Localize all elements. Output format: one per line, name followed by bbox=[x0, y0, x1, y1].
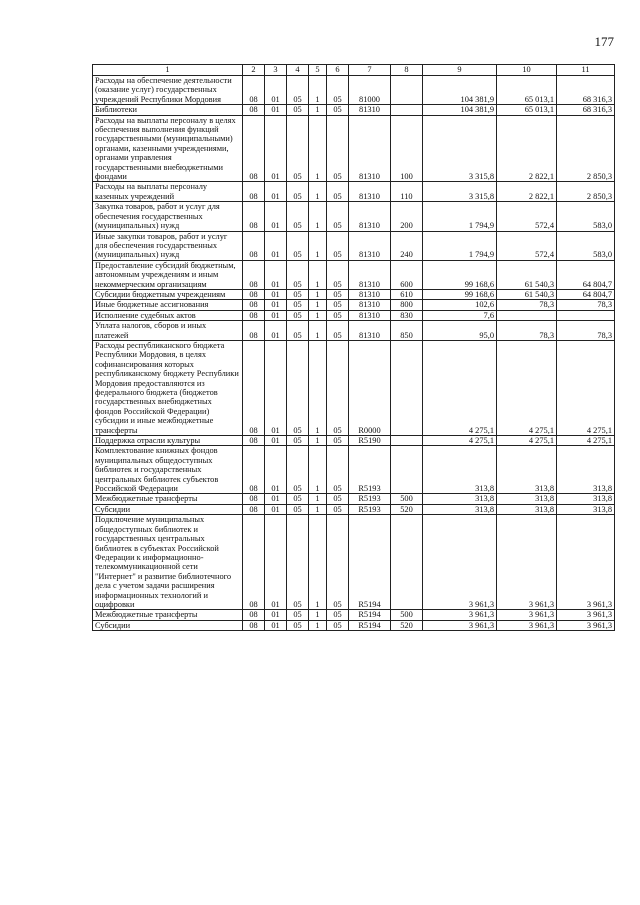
code-cell: 05 bbox=[287, 310, 309, 320]
table-row bbox=[93, 289, 615, 299]
code-cell: 08 bbox=[243, 231, 265, 260]
amount-cell: 313,8 bbox=[497, 494, 557, 504]
amount-cell: 4 275,1 bbox=[557, 340, 615, 435]
row-label: Расходы республиканского бюджета Республики Мордовия, в целях софинансирования которых республиканскому бюджету Республики Мордовия предоставляются из федерального бюджета (бюджетов государственных внебюджетных фондов Российской Федерации) субсидии и иные межбюджетные трансферты bbox=[93, 340, 243, 435]
code-cell: R0000 bbox=[349, 340, 391, 435]
code-cell: 1 bbox=[309, 504, 327, 514]
code-cell: 05 bbox=[327, 289, 349, 299]
amount-cell: 2 822,1 bbox=[497, 182, 557, 202]
amount-cell: 2 850,3 bbox=[557, 182, 615, 202]
code-cell: R5194 bbox=[349, 620, 391, 630]
code-cell: 05 bbox=[287, 300, 309, 310]
code-cell: 05 bbox=[327, 610, 349, 620]
code-cell: 830 bbox=[391, 310, 423, 320]
code-cell: 05 bbox=[287, 340, 309, 435]
row-label: Расходы на обеспечение деятельности (оказание услуг) государственных учреждений Республики Мордовия bbox=[93, 76, 243, 105]
code-cell: 01 bbox=[265, 504, 287, 514]
code-cell: 100 bbox=[391, 115, 423, 182]
code-cell: 81310 bbox=[349, 182, 391, 202]
code-cell: 81310 bbox=[349, 321, 391, 341]
code-cell: 08 bbox=[243, 310, 265, 320]
code-cell: 1 bbox=[309, 321, 327, 341]
code-cell: 110 bbox=[391, 182, 423, 202]
code-cell: 05 bbox=[287, 105, 309, 115]
table-row bbox=[93, 504, 615, 514]
code-cell: 1 bbox=[309, 310, 327, 320]
code-cell: 05 bbox=[327, 436, 349, 446]
code-cell: 520 bbox=[391, 620, 423, 630]
code-cell: 81310 bbox=[349, 300, 391, 310]
code-cell: 05 bbox=[327, 321, 349, 341]
amount-cell: 64 804,7 bbox=[557, 260, 615, 289]
amount-cell: 99 168,6 bbox=[423, 289, 497, 299]
table-header-row bbox=[93, 65, 615, 76]
code-cell: 01 bbox=[265, 436, 287, 446]
amount-cell: 7,6 bbox=[423, 310, 497, 320]
code-cell: 08 bbox=[243, 436, 265, 446]
code-cell: 05 bbox=[287, 436, 309, 446]
row-label: Межбюджетные трансферты bbox=[93, 610, 243, 620]
amount-cell: 583,0 bbox=[557, 231, 615, 260]
code-cell: 81310 bbox=[349, 289, 391, 299]
code-cell: 1 bbox=[309, 300, 327, 310]
row-label: Субсидии бюджетным учреждениям bbox=[93, 289, 243, 299]
code-cell: 1 bbox=[309, 182, 327, 202]
code-cell: 01 bbox=[265, 515, 287, 610]
column-header: 11 bbox=[557, 65, 615, 76]
code-cell: 200 bbox=[391, 202, 423, 231]
code-cell: 08 bbox=[243, 202, 265, 231]
code-cell: 01 bbox=[265, 115, 287, 182]
row-label: Уплата налогов, сборов и иных платежей bbox=[93, 321, 243, 341]
code-cell: 08 bbox=[243, 620, 265, 630]
code-cell: 05 bbox=[287, 260, 309, 289]
code-cell: 05 bbox=[287, 620, 309, 630]
row-label: Межбюджетные трансферты bbox=[93, 494, 243, 504]
amount-cell: 78,3 bbox=[557, 321, 615, 341]
table-row bbox=[93, 300, 615, 310]
amount-cell: 68 316,3 bbox=[557, 105, 615, 115]
table-row bbox=[93, 340, 615, 435]
row-label: Иные закупки товаров, работ и услуг для обеспечения государственных (муниципальных) нужд bbox=[93, 231, 243, 260]
code-cell: 08 bbox=[243, 260, 265, 289]
code-cell: 05 bbox=[327, 202, 349, 231]
table-row bbox=[93, 115, 615, 182]
code-cell: 1 bbox=[309, 340, 327, 435]
column-header: 2 bbox=[243, 65, 265, 76]
amount-cell: 3 315,8 bbox=[423, 182, 497, 202]
code-cell: 610 bbox=[391, 289, 423, 299]
code-cell: 05 bbox=[327, 182, 349, 202]
code-cell: R5193 bbox=[349, 494, 391, 504]
code-cell: 81310 bbox=[349, 202, 391, 231]
row-label: Субсидии bbox=[93, 620, 243, 630]
amount-cell: 104 381,9 bbox=[423, 76, 497, 105]
code-cell bbox=[391, 515, 423, 610]
table-row bbox=[93, 436, 615, 446]
amount-cell: 78,3 bbox=[497, 321, 557, 341]
code-cell: 05 bbox=[327, 310, 349, 320]
column-header: 10 bbox=[497, 65, 557, 76]
row-label: Расходы на выплаты персоналу казенных учреждений bbox=[93, 182, 243, 202]
code-cell: 1 bbox=[309, 115, 327, 182]
code-cell: 05 bbox=[327, 260, 349, 289]
amount-cell: 572,4 bbox=[497, 202, 557, 231]
amount-cell: 65 013,1 bbox=[497, 76, 557, 105]
code-cell: 05 bbox=[287, 515, 309, 610]
amount-cell: 2 850,3 bbox=[557, 115, 615, 182]
code-cell: 1 bbox=[309, 610, 327, 620]
amount-cell: 4 275,1 bbox=[557, 436, 615, 446]
column-header: 6 bbox=[327, 65, 349, 76]
table-row bbox=[93, 620, 615, 630]
code-cell: 05 bbox=[327, 340, 349, 435]
code-cell: 08 bbox=[243, 76, 265, 105]
amount-cell: 95,0 bbox=[423, 321, 497, 341]
code-cell: 05 bbox=[327, 494, 349, 504]
row-label: Поддержка отрасли культуры bbox=[93, 436, 243, 446]
code-cell: 05 bbox=[287, 289, 309, 299]
table-row bbox=[93, 105, 615, 115]
amount-cell: 3 961,3 bbox=[557, 515, 615, 610]
code-cell: 08 bbox=[243, 182, 265, 202]
page-number: 177 bbox=[594, 34, 614, 49]
code-cell: 01 bbox=[265, 310, 287, 320]
amount-cell: 61 540,3 bbox=[497, 260, 557, 289]
code-cell: 05 bbox=[327, 504, 349, 514]
code-cell: 01 bbox=[265, 340, 287, 435]
code-cell: 81310 bbox=[349, 310, 391, 320]
code-cell: 05 bbox=[327, 446, 349, 494]
code-cell: 600 bbox=[391, 260, 423, 289]
column-header: 5 bbox=[309, 65, 327, 76]
table-row bbox=[93, 310, 615, 320]
code-cell bbox=[391, 446, 423, 494]
amount-cell: 3 961,3 bbox=[557, 610, 615, 620]
table-row bbox=[93, 494, 615, 504]
code-cell: 01 bbox=[265, 446, 287, 494]
amount-cell: 3 961,3 bbox=[497, 620, 557, 630]
code-cell: 01 bbox=[265, 76, 287, 105]
code-cell: 800 bbox=[391, 300, 423, 310]
code-cell: R5190 bbox=[349, 436, 391, 446]
code-cell: 08 bbox=[243, 105, 265, 115]
amount-cell bbox=[557, 310, 615, 320]
code-cell: R5193 bbox=[349, 446, 391, 494]
code-cell: 08 bbox=[243, 321, 265, 341]
code-cell: 1 bbox=[309, 105, 327, 115]
table-row bbox=[93, 202, 615, 231]
code-cell: 1 bbox=[309, 515, 327, 610]
code-cell: 05 bbox=[287, 494, 309, 504]
code-cell: 05 bbox=[287, 115, 309, 182]
row-label: Закупка товаров, работ и услуг для обеспечения государственных (муниципальных) нужд bbox=[93, 202, 243, 231]
amount-cell: 313,8 bbox=[423, 446, 497, 494]
amount-cell: 4 275,1 bbox=[423, 340, 497, 435]
code-cell: 05 bbox=[287, 182, 309, 202]
code-cell: R5194 bbox=[349, 610, 391, 620]
code-cell: 08 bbox=[243, 115, 265, 182]
table-row bbox=[93, 515, 615, 610]
code-cell: 05 bbox=[287, 202, 309, 231]
code-cell: 81310 bbox=[349, 231, 391, 260]
code-cell: 1 bbox=[309, 494, 327, 504]
code-cell: 01 bbox=[265, 231, 287, 260]
row-label: Подключение муниципальных общедоступных библиотек и государственных центральных библиотек в субъектах Российской Федерации к информационно-телекоммуникационной сети "Интернет" и развитие библиотечного дела с учетом задачи расширения информационных технологий и оцифровки bbox=[93, 515, 243, 610]
amount-cell: 313,8 bbox=[557, 446, 615, 494]
code-cell: 01 bbox=[265, 182, 287, 202]
table-row bbox=[93, 231, 615, 260]
amount-cell: 65 013,1 bbox=[497, 105, 557, 115]
code-cell: 500 bbox=[391, 494, 423, 504]
amount-cell: 3 961,3 bbox=[423, 610, 497, 620]
amount-cell: 572,4 bbox=[497, 231, 557, 260]
code-cell: 1 bbox=[309, 436, 327, 446]
code-cell: 08 bbox=[243, 340, 265, 435]
amount-cell: 3 961,3 bbox=[557, 620, 615, 630]
code-cell: 81000 bbox=[349, 76, 391, 105]
code-cell: 1 bbox=[309, 289, 327, 299]
code-cell bbox=[391, 436, 423, 446]
code-cell bbox=[391, 105, 423, 115]
code-cell: 240 bbox=[391, 231, 423, 260]
amount-cell: 3 961,3 bbox=[497, 515, 557, 610]
code-cell: 01 bbox=[265, 300, 287, 310]
code-cell: 500 bbox=[391, 610, 423, 620]
amount-cell: 104 381,9 bbox=[423, 105, 497, 115]
row-label: Исполнение судебных актов bbox=[93, 310, 243, 320]
amount-cell: 3 961,3 bbox=[497, 610, 557, 620]
code-cell: 850 bbox=[391, 321, 423, 341]
amount-cell: 1 794,9 bbox=[423, 231, 497, 260]
amount-cell: 4 275,1 bbox=[423, 436, 497, 446]
amount-cell bbox=[497, 310, 557, 320]
amount-cell: 583,0 bbox=[557, 202, 615, 231]
code-cell: 05 bbox=[327, 231, 349, 260]
code-cell: 08 bbox=[243, 300, 265, 310]
code-cell: 01 bbox=[265, 289, 287, 299]
code-cell: 520 bbox=[391, 504, 423, 514]
code-cell bbox=[391, 76, 423, 105]
amount-cell: 78,3 bbox=[557, 300, 615, 310]
table-row bbox=[93, 182, 615, 202]
code-cell: 01 bbox=[265, 620, 287, 630]
amount-cell: 2 822,1 bbox=[497, 115, 557, 182]
code-cell: 1 bbox=[309, 620, 327, 630]
code-cell: 05 bbox=[287, 321, 309, 341]
amount-cell: 313,8 bbox=[557, 494, 615, 504]
code-cell: 08 bbox=[243, 289, 265, 299]
column-header: 7 bbox=[349, 65, 391, 76]
column-header: 9 bbox=[423, 65, 497, 76]
amount-cell: 61 540,3 bbox=[497, 289, 557, 299]
code-cell: R5194 bbox=[349, 515, 391, 610]
row-label: Комплектование книжных фондов муниципальных общедоступных библиотек и государственных центральных библиотек субъектов Российской Федерации bbox=[93, 446, 243, 494]
amount-cell: 68 316,3 bbox=[557, 76, 615, 105]
amount-cell: 313,8 bbox=[497, 446, 557, 494]
code-cell: 05 bbox=[287, 231, 309, 260]
code-cell: 05 bbox=[327, 76, 349, 105]
column-header: 1 bbox=[93, 65, 243, 76]
amount-cell: 102,6 bbox=[423, 300, 497, 310]
table-row bbox=[93, 446, 615, 494]
code-cell: 05 bbox=[327, 620, 349, 630]
row-label: Иные бюджетные ассигнования bbox=[93, 300, 243, 310]
amount-cell: 313,8 bbox=[423, 494, 497, 504]
code-cell: 01 bbox=[265, 202, 287, 231]
code-cell: 08 bbox=[243, 504, 265, 514]
amount-cell: 4 275,1 bbox=[497, 436, 557, 446]
table-body bbox=[93, 76, 615, 631]
amount-cell: 3 315,8 bbox=[423, 115, 497, 182]
code-cell: 05 bbox=[327, 515, 349, 610]
amount-cell: 99 168,6 bbox=[423, 260, 497, 289]
code-cell: 01 bbox=[265, 494, 287, 504]
code-cell: 08 bbox=[243, 446, 265, 494]
row-label: Библиотеки bbox=[93, 105, 243, 115]
code-cell: 01 bbox=[265, 105, 287, 115]
amount-cell: 4 275,1 bbox=[497, 340, 557, 435]
row-label: Расходы на выплаты персоналу в целях обеспечения выполнения функций государственными (муниципальными) органами, казенными учреждениями, органами управления государственными внебюджетными фондами bbox=[93, 115, 243, 182]
code-cell: 05 bbox=[327, 105, 349, 115]
code-cell: 05 bbox=[327, 300, 349, 310]
budget-table bbox=[92, 64, 615, 631]
table-row bbox=[93, 260, 615, 289]
code-cell: 05 bbox=[287, 76, 309, 105]
code-cell: 1 bbox=[309, 260, 327, 289]
code-cell: 08 bbox=[243, 515, 265, 610]
amount-cell: 3 961,3 bbox=[423, 515, 497, 610]
table-row bbox=[93, 76, 615, 105]
code-cell: 05 bbox=[327, 115, 349, 182]
code-cell: 1 bbox=[309, 231, 327, 260]
column-header: 4 bbox=[287, 65, 309, 76]
amount-cell: 78,3 bbox=[497, 300, 557, 310]
code-cell: 1 bbox=[309, 446, 327, 494]
code-cell: 08 bbox=[243, 610, 265, 620]
code-cell: 1 bbox=[309, 202, 327, 231]
amount-cell: 313,8 bbox=[497, 504, 557, 514]
code-cell: R5193 bbox=[349, 504, 391, 514]
code-cell: 81310 bbox=[349, 105, 391, 115]
code-cell: 01 bbox=[265, 610, 287, 620]
code-cell: 05 bbox=[287, 610, 309, 620]
code-cell: 01 bbox=[265, 321, 287, 341]
code-cell: 81310 bbox=[349, 260, 391, 289]
amount-cell: 3 961,3 bbox=[423, 620, 497, 630]
code-cell: 01 bbox=[265, 260, 287, 289]
code-cell: 05 bbox=[287, 504, 309, 514]
column-header: 8 bbox=[391, 65, 423, 76]
code-cell: 1 bbox=[309, 76, 327, 105]
row-label: Предоставление субсидий бюджетным, автономным учреждениям и иным некоммерческим организациям bbox=[93, 260, 243, 289]
column-header: 3 bbox=[265, 65, 287, 76]
amount-cell: 313,8 bbox=[423, 504, 497, 514]
code-cell: 05 bbox=[287, 446, 309, 494]
code-cell: 81310 bbox=[349, 115, 391, 182]
amount-cell: 313,8 bbox=[557, 504, 615, 514]
code-cell: 08 bbox=[243, 494, 265, 504]
row-label: Субсидии bbox=[93, 504, 243, 514]
table-row bbox=[93, 321, 615, 341]
amount-cell: 64 804,7 bbox=[557, 289, 615, 299]
amount-cell: 1 794,9 bbox=[423, 202, 497, 231]
code-cell bbox=[391, 340, 423, 435]
table-row bbox=[93, 610, 615, 620]
